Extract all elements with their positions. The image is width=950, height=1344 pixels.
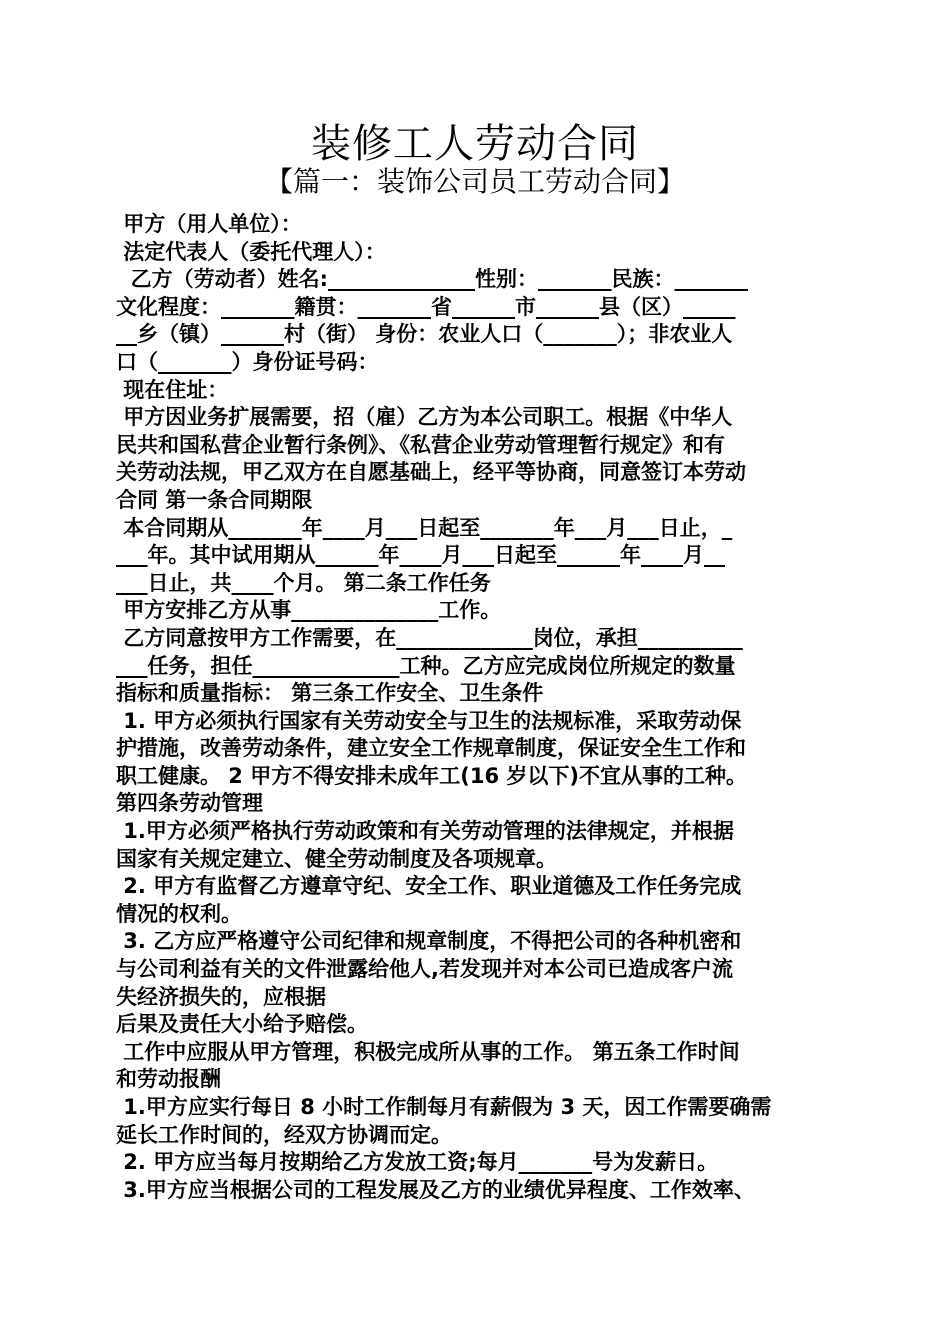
document-line: 职工健康。 2 甲方不得安排未成年工(16 岁以下)不宜从事的工种。 bbox=[116, 763, 747, 788]
document-line: 第四条劳动管理 bbox=[116, 791, 263, 816]
document-line: 本合同期从_______年____月___日起至_______年___月___日止，_ bbox=[116, 515, 733, 540]
document-line: 3. 乙方应严格遵守公司纪律和规章制度，不得把公司的各种机密和 bbox=[116, 929, 742, 954]
document-line: 1.甲方应实行每日 8 小时工作制每月有薪假为 3 天，因工作需要确需 bbox=[116, 1095, 772, 1119]
document-subtitle: 【篇一：装饰公司员工劳动合同】 bbox=[264, 165, 685, 198]
document-line: 后果及责任大小给予赔偿。 bbox=[116, 1012, 368, 1037]
document-line: 甲方安排乙方从事______________工作。 bbox=[116, 598, 502, 623]
document-line: __乡（镇）______村（街） 身份：农业人口（_______）；非农业人 bbox=[116, 322, 733, 347]
document-title: 装修工人劳动合同 bbox=[311, 121, 639, 167]
document-line: ___年。其中试用期从______年____月___日起至______年____月__ bbox=[116, 543, 725, 568]
document-body bbox=[116, 211, 836, 1204]
document-line: 乙方（劳动者）姓名:______________性别：_______民族：_______ bbox=[116, 267, 749, 292]
document-line: 乙方同意按甲方工作需要，在_____________岗位，承担__________ bbox=[116, 625, 743, 650]
document-line: 2. 甲方有监督乙方遵章守纪、安全工作、职业道德及工作任务完成 bbox=[116, 874, 742, 899]
document-line: ___日止，共____个月。 第二条工作任务 bbox=[116, 570, 491, 595]
document-line: 现在住址： bbox=[116, 377, 229, 402]
document-line: ___任务，担任______________工种。乙方应完成岗位所规定的数量 bbox=[116, 653, 736, 678]
document-line: 3.甲方应当根据公司的工程发展及乙方的业绩优异程度、工作效率、 bbox=[116, 1177, 755, 1202]
document-line: 与公司利益有关的文件泄露给他人,若发现并对本公司已造成客户流 bbox=[116, 957, 733, 982]
document-line: 工作中应服从甲方管理，积极完成所从事的工作。 第五条工作时间 bbox=[116, 1039, 740, 1064]
document-line: 情况的权利。 bbox=[116, 901, 242, 926]
document-line: 1.甲方必须严格执行劳动政策和有关劳动管理的法律规定，并根据 bbox=[116, 819, 734, 844]
document-line: 法定代表人（委托代理人）： bbox=[116, 239, 386, 264]
document-line: 延长工作时间的，经双方协调而定。 bbox=[116, 1122, 452, 1147]
document-line: 合同 第一条合同期限 bbox=[116, 487, 313, 512]
document-line: 护措施，改善劳动条件，建立安全工作规章制度，保证安全生工作和 bbox=[116, 736, 746, 761]
document-line: 文化程度：_______籍贯：_______省______市______县（区）_____ bbox=[116, 294, 736, 319]
document-line: 甲方（用人单位）： bbox=[116, 212, 302, 236]
document-line: 民共和国私营企业暂行条例》、《私营企业劳动管理暂行规定》和有 bbox=[116, 432, 725, 457]
document-line: 1. 甲方必须执行国家有关劳动安全与卫生的法规标准，采取劳动保 bbox=[116, 708, 742, 733]
document-line: 口（_______）身份证号码： bbox=[116, 349, 379, 374]
document-line: 2. 甲方应当每月按期给乙方发放工资;每月_______号为发薪日。 bbox=[116, 1150, 719, 1175]
document-line: 指标和质量指标： 第三条工作安全、卫生条件 bbox=[116, 681, 544, 706]
document-line: 和劳动报酬 bbox=[116, 1067, 221, 1092]
document-line: 关劳动法规，甲乙双方在自愿基础上，经平等协商，同意签订本劳动 bbox=[116, 460, 746, 485]
document-line: 失经济损失的，应根据 bbox=[116, 984, 326, 1009]
document-line: 甲方因业务扩展需要，招（雇）乙方为本公司职工。根据《中华人 bbox=[116, 405, 733, 430]
document-line: 国家有关规定建立、健全劳动制度及各项规章。 bbox=[116, 846, 557, 871]
